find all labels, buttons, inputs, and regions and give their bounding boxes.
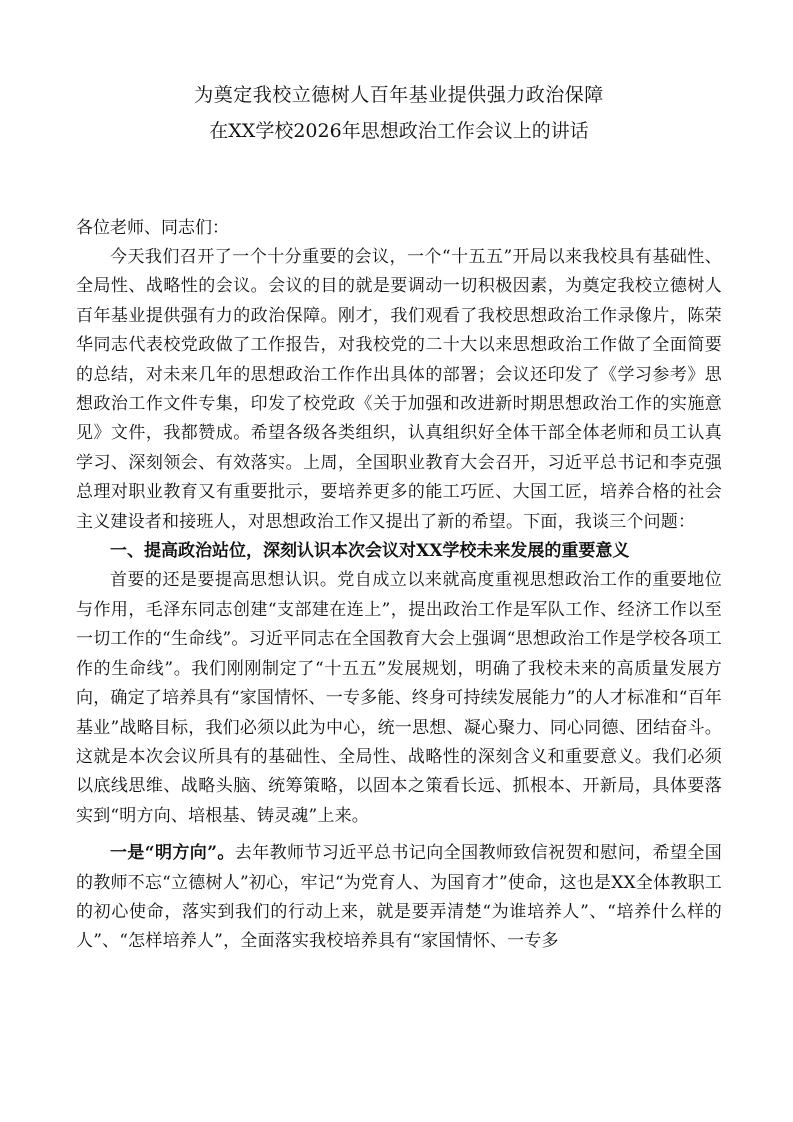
section-1-paragraph: 首要的还是要提高思想认识。党自成立以来就高度重视思想政治工作的重要地位与作用，毛泽东同志创建“支部建在连上”，提出政治工作是军队工作、经济工作以至一切工作的“生命线”。习近平同志在全国教育大会上强调“思想政治工作是学校各项工作的生命线”。我们刚刚制定了“十五五”发展规划，明确了我校未来的高质量发展方向，确定了培养具有“家国情怀、一专多能、终身可持续发展能力”的人才标准和“百年基业”战略目标，我们必须以此为中心，统一思想、凝心聚力、同心同德、团结奋斗。这就是本次会议所具有的基础性、全局性、战略性的深刻含义和重要意义。我们必须以底线思维、战略头脑、统筹策略，以固本之策看长远、抓根本、开新局，具体要落实到“明方向、培根基、铸灵魂”上来。 <box>76 570 722 826</box>
intro-paragraph: 今天我们召开了一个十分重要的会议，一个“十五五”开局以来我校具有基础性、全局性、战略性的会议。会议的目的就是要调动一切积极因素，为奠定我校立德树人百年基业提供强有力的政治保障。刚才，我们观看了我校思想政治工作录像片，陈荣华同志代表校党政做了工作报告，对我校党的二十大以来思想政治工作做了全面简要的总结，对未来几年的思想政治工作作出具体的部署；会议还印发了《学习参考》思想政治工作文件专集，印发了校党政《关于加强和改进新时期思想政治工作的实施意见》文件，我都赞成。希望各级各类组织，认真组织好全体干部全体老师和员工认真学习、深刻领会、有效落实。上周，全国职业教育大会召开，习近平总书记和李克强总理对职业教育又有重要批示，要培养更多的能工巧匠、大国工匠，培养合格的社会主义建设者和接班人，对思想政治工作又提出了新的希望。下面，我谈三个问题： <box>76 247 722 532</box>
point-1-paragraph <box>76 839 722 957</box>
point-1-lead: 一是“明方向”。 <box>110 843 235 864</box>
document-page <box>76 80 722 957</box>
point-1-text: 去年教师节习近平总书记向全国教师致信祝贺和慰问，希望全国的教师不忘“立德树人”初心，牢记“为党育人、为国育才”使命，这也是XX全体教职工的初心使命，落实到我们的行动上来，就是要弄清楚“为谁培养人”、“培养什么样的人”、“怎样培养人”，全面落实我校培养具有“家国情怀、一专多 <box>76 843 722 952</box>
document-subtitle: 在XX学校2026年思想政治工作会议上的讲话 <box>209 120 589 142</box>
salutation: 各位老师、同志们： <box>76 218 229 238</box>
section-1-heading: 一、提高政治站位，深刻认识本次会议对XX学校未来发展的重要意义 <box>110 541 630 562</box>
document-title: 为奠定我校立德树人百年基业提供强力政治保障 <box>194 84 604 106</box>
